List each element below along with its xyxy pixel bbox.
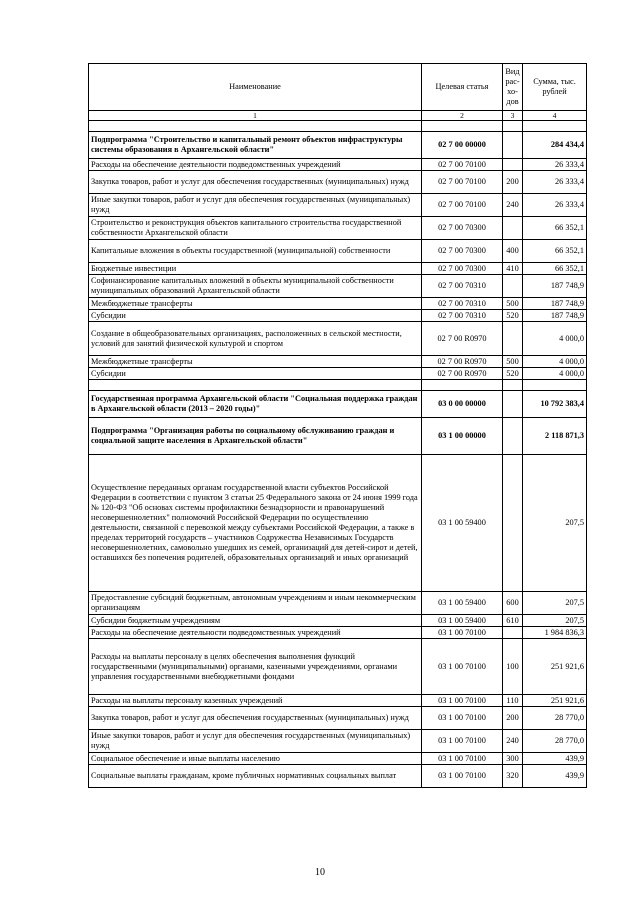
- cell-sum: 26 333,4: [523, 159, 587, 171]
- cell-code: 02 7 00 R0970: [422, 356, 503, 368]
- cell-code: 02 7 00 R0970: [422, 368, 503, 380]
- cell-name: Межбюджетные трансферты: [89, 356, 422, 368]
- cell-name: Подпрограмма "Строительство и капитальный ремонт объектов инфраструктуры системы образования в Архангельской области": [89, 132, 422, 159]
- cell-code: 03 1 00 70100: [422, 639, 503, 695]
- table-row: [89, 159, 587, 171]
- column-number-1: 1: [89, 111, 422, 121]
- cell-type: 240: [503, 730, 523, 753]
- cell-code: 03 1 00 59400: [422, 455, 503, 592]
- cell-type: 320: [503, 765, 523, 788]
- cell-sum: 207,5: [523, 592, 587, 615]
- cell-sum: 26 333,4: [523, 194, 587, 217]
- header-code: Целевая статья: [422, 64, 503, 111]
- cell-sum: 187 748,9: [523, 310, 587, 322]
- cell-name: Межбюджетные трансферты: [89, 298, 422, 310]
- cell-sum: 10 792 383,4: [523, 391, 587, 418]
- cell-type: [503, 159, 523, 171]
- table-row: [89, 615, 587, 627]
- cell-name: Бюджетные инвестиции: [89, 263, 422, 275]
- cell-type: [503, 455, 523, 592]
- cell-name: Закупка товаров, работ и услуг для обеспечения государственных (муниципальных) нужд: [89, 171, 422, 194]
- cell-name: Осуществление переданных органам государственной власти субъектов Российской Федерации в соответствии с пунктом 3 статьи 25 Федерального закона от 24 июня 1999 года № 120-ФЗ "Об основах системы профилактики безнадзорности и правонарушений несовершеннолетних" полномочий Российской Федерации по осуществлению деятельности, связанной с перевозкой между субъектами Российской Федерации, а также в пределах территорий государств – участников Содружества Независимых Государств несовершеннолетних, самовольно ушедших из семей, организаций для детей-сирот и детей, оставшихся без попечения родителей, образовательных организаций и иных организаций: [89, 455, 422, 592]
- cell-code: 03 1 00 70100: [422, 765, 503, 788]
- cell-code: 03 1 00 70100: [422, 695, 503, 707]
- cell-sum: 28 770,0: [523, 707, 587, 730]
- cell-name: Капитальные вложения в объекты государственной (муниципальной) собственности: [89, 240, 422, 263]
- table-row: [89, 298, 587, 310]
- cell-type: [503, 217, 523, 240]
- cell-sum: 284 434,4: [523, 132, 587, 159]
- spacer-cell: [89, 380, 422, 391]
- cell-code: 02 7 00 70300: [422, 240, 503, 263]
- table-body: [89, 64, 587, 788]
- cell-type: [503, 627, 523, 639]
- cell-name: Субсидии бюджетным учреждениям: [89, 615, 422, 627]
- cell-name: Софинансирование капитальных вложений в объекты муниципальной собственности муниципальных образований Архангельской области: [89, 275, 422, 298]
- cell-sum: 439,9: [523, 753, 587, 765]
- cell-type: 300: [503, 753, 523, 765]
- cell-code: 03 1 00 70100: [422, 707, 503, 730]
- cell-type: 500: [503, 356, 523, 368]
- cell-name: Расходы на выплаты персоналу в целях обеспечения выполнения функций государственными (муниципальными) органами, казенными учреждениями, органами управления государственными внебюджетными фондами: [89, 639, 422, 695]
- table-row: [89, 240, 587, 263]
- cell-name: Подпрограмма "Организация работы по социальному обслуживанию граждан и социальной защите населения в Архангельской области": [89, 418, 422, 455]
- cell-code: 02 7 00 70310: [422, 310, 503, 322]
- cell-code: 02 7 00 70310: [422, 298, 503, 310]
- spacer-row: [89, 380, 587, 391]
- cell-code: 02 7 00 R0970: [422, 322, 503, 356]
- table-row: [89, 765, 587, 788]
- budget-table: [88, 63, 587, 788]
- cell-name: Создание в общеобразовательных организациях, расположенных в сельской местности, условий для занятий физической культурой и спортом: [89, 322, 422, 356]
- cell-code: 02 7 00 70310: [422, 275, 503, 298]
- column-number-3: 3: [503, 111, 523, 121]
- cell-type: 110: [503, 695, 523, 707]
- cell-sum: 207,5: [523, 615, 587, 627]
- table-row: [89, 695, 587, 707]
- table-row: [89, 171, 587, 194]
- spacer-row: [89, 121, 587, 132]
- cell-name: Субсидии: [89, 368, 422, 380]
- cell-sum: 251 921,6: [523, 695, 587, 707]
- cell-code: 03 0 00 00000: [422, 391, 503, 418]
- cell-name: Иные закупки товаров, работ и услуг для обеспечения государственных (муниципальных) нужд: [89, 194, 422, 217]
- spacer-cell: [89, 121, 422, 132]
- cell-code: 02 7 00 00000: [422, 132, 503, 159]
- spacer-cell: [422, 121, 503, 132]
- cell-type: [503, 132, 523, 159]
- cell-type: 200: [503, 171, 523, 194]
- column-number-4: 4: [523, 111, 587, 121]
- cell-sum: 439,9: [523, 765, 587, 788]
- table-row: [89, 753, 587, 765]
- table-row: [89, 310, 587, 322]
- cell-name: Иные закупки товаров, работ и услуг для обеспечения государственных (муниципальных) нужд: [89, 730, 422, 753]
- spacer-cell: [523, 121, 587, 132]
- spacer-cell: [503, 380, 523, 391]
- cell-name: Социальное обеспечение и иные выплаты населению: [89, 753, 422, 765]
- column-number-row: [89, 111, 587, 121]
- cell-sum: 4 000,0: [523, 368, 587, 380]
- cell-name: Расходы на обеспечение деятельности подведомственных учреждений: [89, 159, 422, 171]
- cell-type: 200: [503, 707, 523, 730]
- table-row: [89, 275, 587, 298]
- cell-type: [503, 418, 523, 455]
- cell-sum: 66 352,1: [523, 263, 587, 275]
- cell-name: Расходы на обеспечение деятельности подведомственных учреждений: [89, 627, 422, 639]
- table-row: [89, 592, 587, 615]
- table-row: [89, 455, 587, 592]
- cell-type: 400: [503, 240, 523, 263]
- header-type: Вид рас-хо-дов: [503, 64, 523, 111]
- cell-code: 02 7 00 70100: [422, 171, 503, 194]
- cell-sum: 2 118 871,3: [523, 418, 587, 455]
- table-row: [89, 418, 587, 455]
- cell-name: Социальные выплаты гражданам, кроме публичных нормативных социальных выплат: [89, 765, 422, 788]
- cell-sum: 28 770,0: [523, 730, 587, 753]
- cell-code: 03 1 00 70100: [422, 730, 503, 753]
- cell-sum: 187 748,9: [523, 298, 587, 310]
- cell-name: Расходы на выплаты персоналу казенных учреждений: [89, 695, 422, 707]
- column-number-2: 2: [422, 111, 503, 121]
- cell-code: 02 7 00 70300: [422, 217, 503, 240]
- cell-type: 240: [503, 194, 523, 217]
- cell-code: 03 1 00 70100: [422, 627, 503, 639]
- cell-type: [503, 322, 523, 356]
- cell-sum: 251 921,6: [523, 639, 587, 695]
- cell-code: 03 1 00 70100: [422, 753, 503, 765]
- cell-type: 600: [503, 592, 523, 615]
- cell-type: [503, 275, 523, 298]
- cell-code: 03 1 00 59400: [422, 615, 503, 627]
- table-row: [89, 627, 587, 639]
- cell-type: 610: [503, 615, 523, 627]
- cell-sum: 66 352,1: [523, 240, 587, 263]
- table-row: [89, 391, 587, 418]
- cell-code: 03 1 00 59400: [422, 592, 503, 615]
- cell-type: 520: [503, 368, 523, 380]
- cell-type: 500: [503, 298, 523, 310]
- spacer-cell: [422, 380, 503, 391]
- table-row: [89, 322, 587, 356]
- table-row: [89, 730, 587, 753]
- cell-sum: 4 000,0: [523, 356, 587, 368]
- cell-sum: 1 984 836,3: [523, 627, 587, 639]
- cell-name: Субсидии: [89, 310, 422, 322]
- header-row: [89, 64, 587, 111]
- cell-sum: 4 000,0: [523, 322, 587, 356]
- cell-name: Строительство и реконструкция объектов капитального строительства государственной собственности Архангельской области: [89, 217, 422, 240]
- cell-name: Предоставление субсидий бюджетным, автономным учреждениям и иным некоммерческим организациям: [89, 592, 422, 615]
- cell-code: 02 7 00 70100: [422, 159, 503, 171]
- table-row: [89, 639, 587, 695]
- table-row: [89, 217, 587, 240]
- cell-type: [503, 391, 523, 418]
- table-row: [89, 132, 587, 159]
- cell-type: 520: [503, 310, 523, 322]
- table-row: [89, 707, 587, 730]
- cell-sum: 66 352,1: [523, 217, 587, 240]
- cell-type: 410: [503, 263, 523, 275]
- header-sum: Сумма, тыс. рублей: [523, 64, 587, 111]
- spacer-cell: [503, 121, 523, 132]
- header-name: Наименование: [89, 64, 422, 111]
- table-row: [89, 194, 587, 217]
- cell-name: Государственная программа Архангельской области "Социальная поддержка граждан в Архангельской области (2013 – 2020 годы)": [89, 391, 422, 418]
- cell-sum: 26 333,4: [523, 171, 587, 194]
- cell-sum: 207,5: [523, 455, 587, 592]
- spacer-cell: [523, 380, 587, 391]
- page-number: 10: [315, 867, 325, 878]
- cell-name: Закупка товаров, работ и услуг для обеспечения государственных (муниципальных) нужд: [89, 707, 422, 730]
- cell-code: 02 7 00 70300: [422, 263, 503, 275]
- table-row: [89, 263, 587, 275]
- cell-sum: 187 748,9: [523, 275, 587, 298]
- cell-code: 03 1 00 00000: [422, 418, 503, 455]
- table-row: [89, 368, 587, 380]
- cell-code: 02 7 00 70100: [422, 194, 503, 217]
- table-row: [89, 356, 587, 368]
- cell-type: 100: [503, 639, 523, 695]
